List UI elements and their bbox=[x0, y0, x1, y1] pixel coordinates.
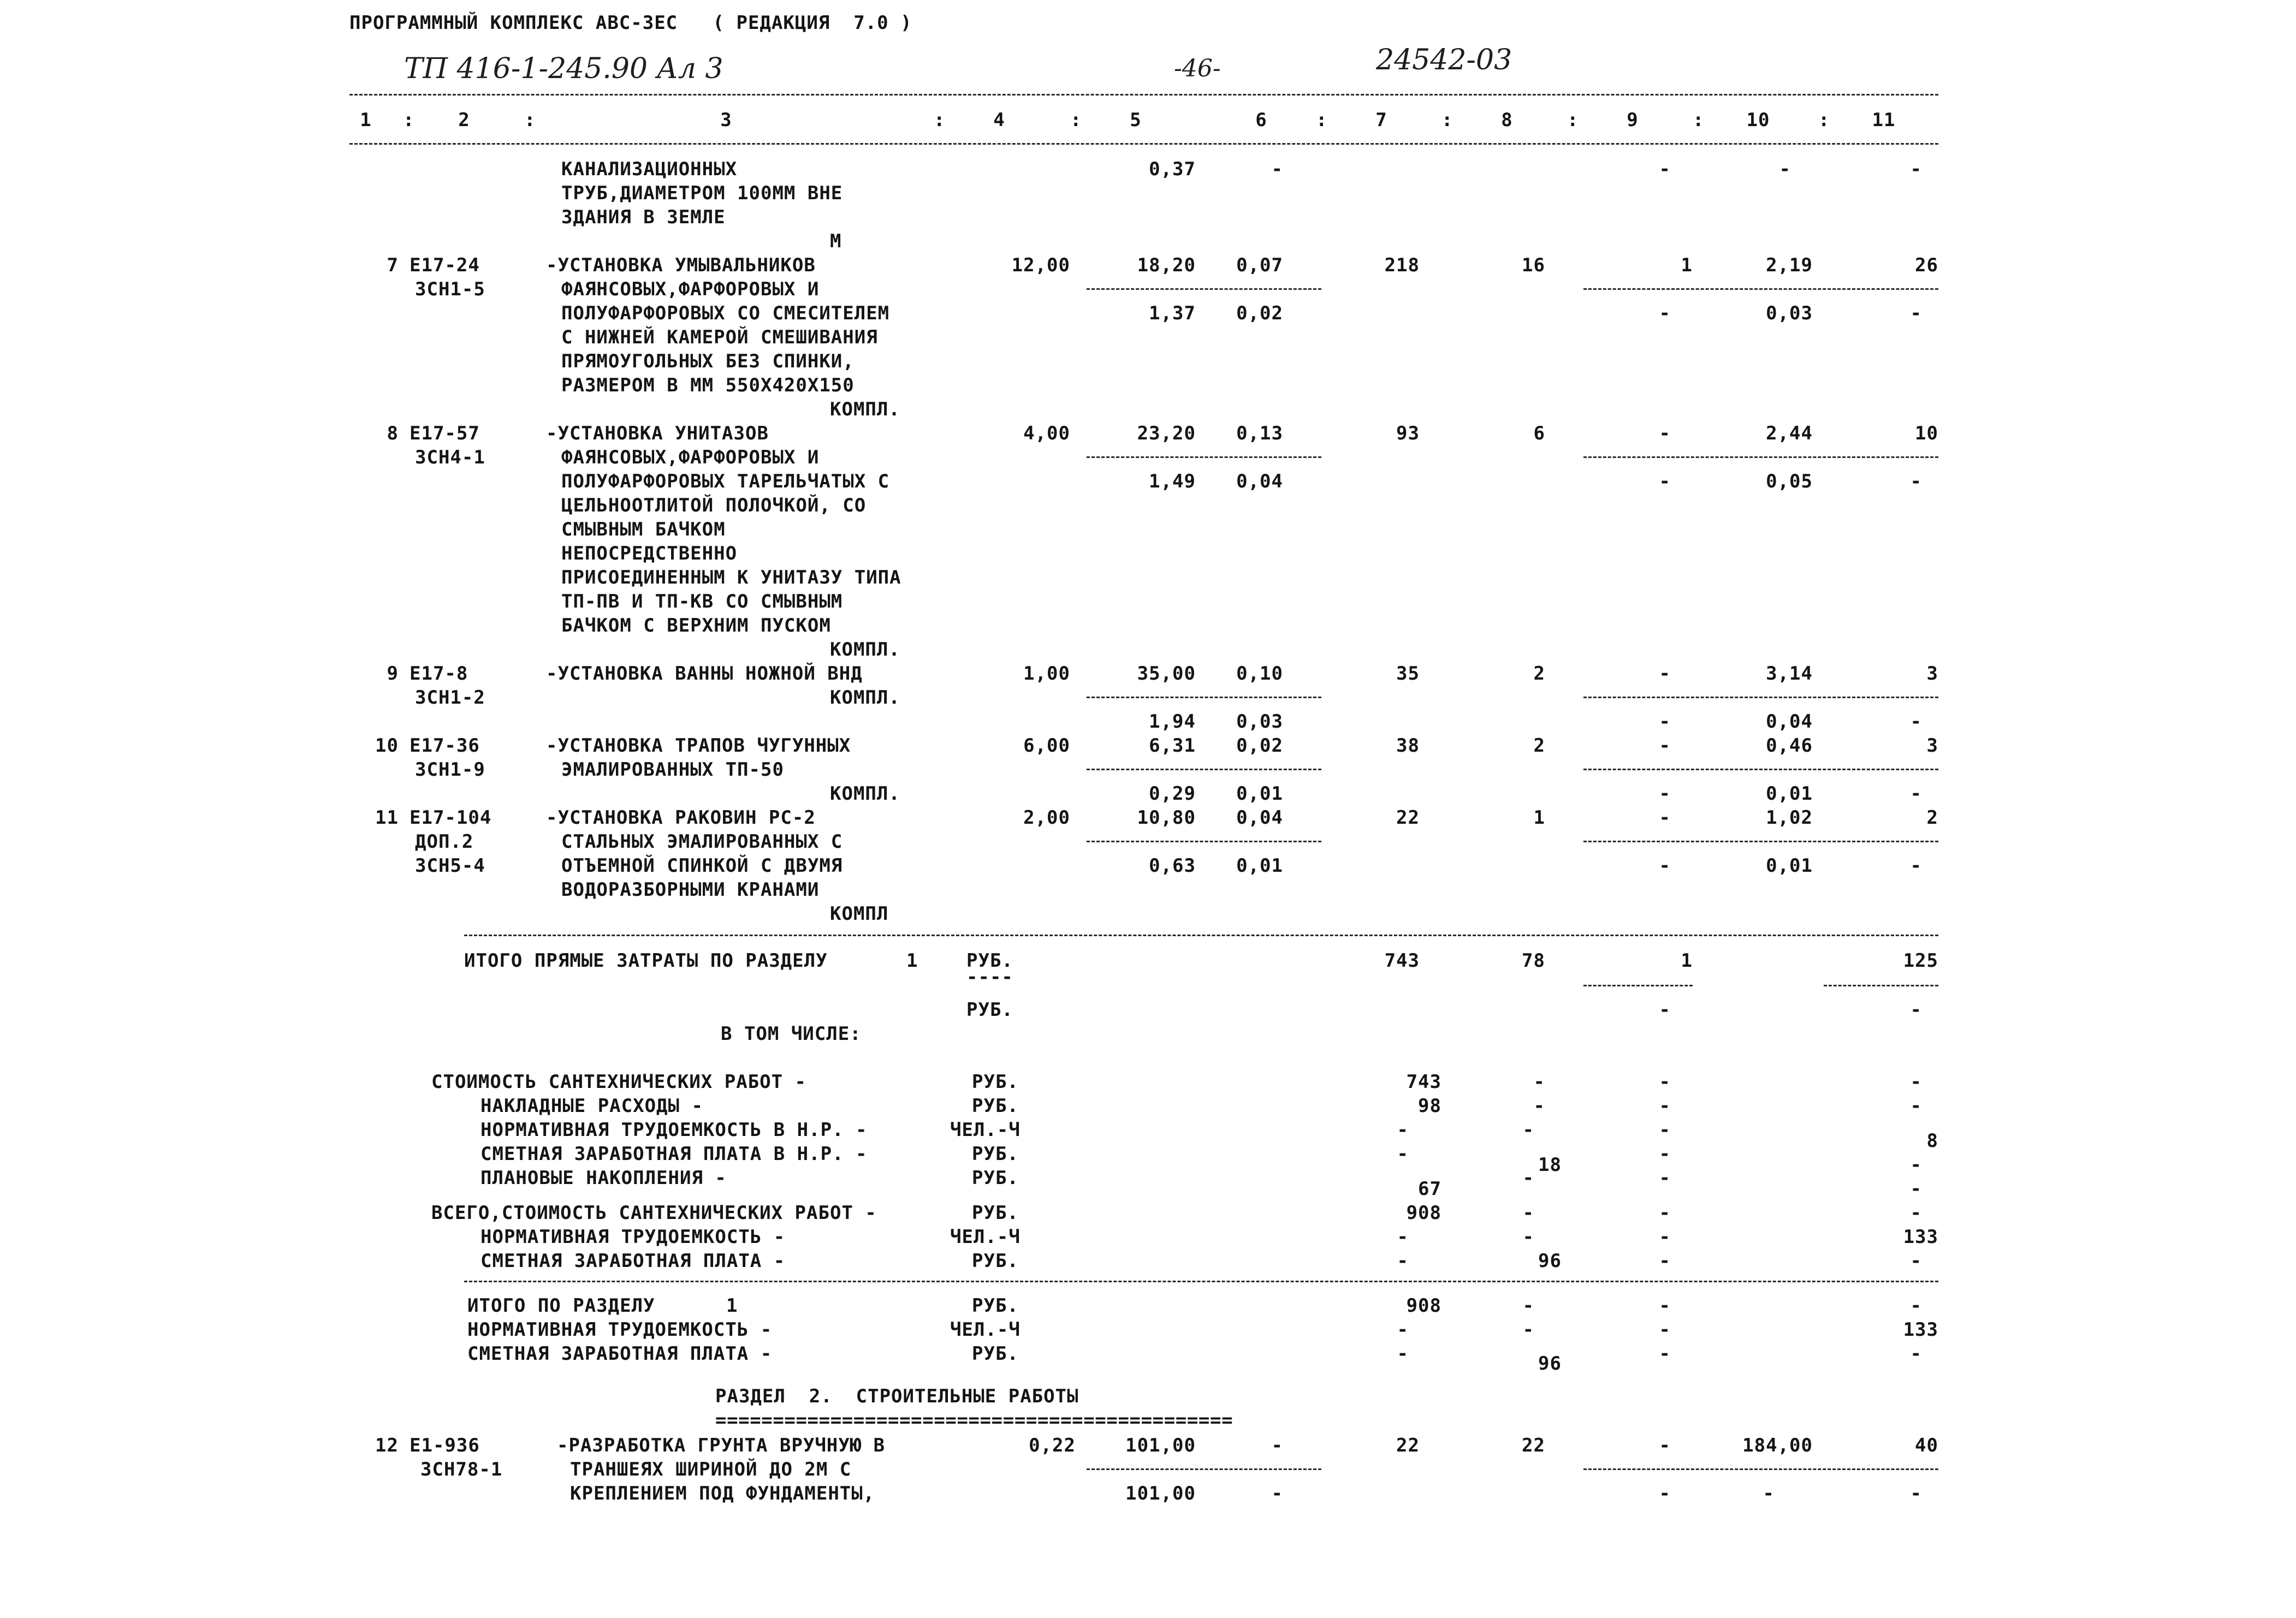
breakdown-unit: РУБ. bbox=[972, 1143, 1019, 1165]
cell-c5b: 1,37 bbox=[1149, 302, 1196, 324]
breakdown-label: СТОИМОСТЬ САНТЕХНИЧЕСКИХ РАБОТ - bbox=[431, 1071, 807, 1093]
cell-c9: - bbox=[1659, 807, 1671, 829]
cell-c8: 96 bbox=[1538, 1250, 1562, 1272]
item-name-line: СТАЛЬНЫХ ЭМАЛИРОВАННЫХ С bbox=[561, 831, 843, 853]
cell-c8: - bbox=[1522, 1295, 1534, 1317]
column-header-9: 9 bbox=[1627, 109, 1639, 131]
cell-c10b: 0,01 bbox=[1766, 783, 1813, 805]
cell-c7: 743 bbox=[1384, 950, 1420, 972]
row-code-secondary: ЗСН1-2 bbox=[415, 687, 485, 709]
cell-c9b: - bbox=[1659, 302, 1671, 324]
column-header-2: 2 bbox=[458, 109, 470, 131]
cell-c8: 78 bbox=[1522, 950, 1545, 972]
column-header-5: 5 bbox=[1130, 109, 1142, 131]
cell-c8: - bbox=[1522, 1119, 1534, 1141]
cell-c8: - bbox=[1522, 1226, 1534, 1248]
item-name-line: БАЧКОМ С ВЕРХНИМ ПУСКОМ bbox=[561, 615, 831, 637]
cell-c11: - bbox=[1910, 1343, 1922, 1365]
row-code-tertiary: ЗСН5-4 bbox=[415, 855, 485, 877]
row-subrule bbox=[1583, 985, 1693, 986]
cell-c8: 6 bbox=[1533, 423, 1545, 444]
cell-c11: 3 bbox=[1926, 663, 1938, 685]
item-name-line: ФАЯНСОВЫХ,ФАРФОРОВЫХ И bbox=[561, 447, 820, 468]
top-rule bbox=[349, 94, 1938, 96]
cell-c11: - bbox=[1910, 1178, 1922, 1200]
item-unit: КОМПЛ. bbox=[830, 398, 900, 420]
cell-c9: 1 bbox=[1681, 950, 1693, 972]
cell-c8: 2 bbox=[1533, 663, 1545, 685]
item-name-line: ЭМАЛИРОВАННЫХ ТП-50 bbox=[561, 759, 784, 781]
item-name-line: ТП-ПВ И ТП-КВ СО СМЫВНЫМ bbox=[561, 591, 843, 612]
breakdown-unit: РУБ. bbox=[972, 1071, 1019, 1093]
cell-c9: - bbox=[1659, 1343, 1671, 1365]
cell-c7: 22 bbox=[1396, 1435, 1420, 1456]
program-header: ПРОГРАММНЫЙ КОМПЛЕКС АВС-ЗЕС ( РЕДАКЦИЯ 7.0 ) bbox=[349, 12, 912, 34]
breakdown-label: ВСЕГО,СТОИМОСТЬ САНТЕХНИЧЕСКИХ РАБОТ - bbox=[431, 1202, 877, 1224]
cell-c5b: 101,00 bbox=[1125, 1483, 1196, 1504]
cell-c5b: 0,63 bbox=[1149, 855, 1196, 877]
cell-c5b: 0,29 bbox=[1149, 783, 1196, 805]
cell-c11: 133 bbox=[1903, 1319, 1938, 1341]
item-name-line: -УСТАНОВКА УНИТАЗОВ bbox=[546, 423, 769, 444]
cell-c8: 16 bbox=[1522, 254, 1545, 276]
cell-c9: - bbox=[1659, 1095, 1671, 1117]
cell-c9b: - bbox=[1659, 711, 1671, 733]
column-header-7: 7 bbox=[1375, 109, 1387, 131]
row-subrule bbox=[1087, 456, 1321, 458]
cell-c10b: 0,03 bbox=[1766, 302, 1813, 324]
item-name-line: ЗДАНИЯ В ЗЕМЛЕ bbox=[561, 206, 726, 228]
cell-c11b: - bbox=[1910, 471, 1922, 492]
row-code: Е17-104 bbox=[410, 807, 492, 829]
item-name-line: -РАЗРАБОТКА ГРУНТА ВРУЧНУЮ В bbox=[557, 1435, 886, 1456]
breakdown-unit: РУБ. bbox=[972, 1095, 1019, 1117]
cell-qty: 2,00 bbox=[1023, 807, 1070, 829]
row-subrule bbox=[1087, 1468, 1321, 1470]
cell-c6: 0,02 bbox=[1236, 735, 1283, 757]
cell-c7: - bbox=[1397, 1143, 1409, 1165]
item-name-line: -УСТАНОВКА РАКОВИН РС-2 bbox=[546, 807, 816, 829]
cell-c9: - bbox=[1659, 1250, 1671, 1272]
column-separator: : bbox=[1693, 109, 1705, 131]
cell-c11: 8 bbox=[1926, 1130, 1938, 1152]
breakdown-label: ПЛАНОВЫЕ НАКОПЛЕНИЯ - bbox=[480, 1167, 727, 1189]
item-name-line: КРЕПЛЕНИЕМ ПОД ФУНДАМЕНТЫ, bbox=[570, 1483, 875, 1504]
cell-c9b: - bbox=[1659, 1483, 1671, 1504]
section-rule bbox=[464, 1281, 1938, 1282]
item-unit: М bbox=[830, 230, 842, 252]
section-total-number: 1 bbox=[906, 950, 918, 972]
item-unit: КОМПЛ bbox=[830, 903, 889, 925]
row-subrule bbox=[1583, 697, 1938, 698]
cell-c11b: - bbox=[1910, 302, 1922, 324]
row-number: 9 bbox=[387, 663, 399, 685]
doc-code: ТП 416-1-245.90 Ал 3 bbox=[404, 52, 723, 85]
row-code: Е17-8 bbox=[410, 663, 468, 685]
cell-c7: 908 bbox=[1406, 1295, 1441, 1317]
cell-c6b: 0,03 bbox=[1236, 711, 1283, 733]
cell-c10: 1,02 bbox=[1766, 807, 1813, 829]
row-number: 12 bbox=[375, 1435, 399, 1456]
item-name-line: ПОЛУФАРФОРОВЫХ СО СМЕСИТЕЛЕМ bbox=[561, 302, 890, 324]
cell-c11: 3 bbox=[1926, 735, 1938, 757]
column-separator: : bbox=[1441, 109, 1453, 131]
cell-c5b: 1,49 bbox=[1149, 471, 1196, 492]
cell-c9: - bbox=[1659, 1143, 1671, 1165]
item-name-line: -УСТАНОВКА ТРАПОВ ЧУГУННЫХ bbox=[546, 735, 851, 757]
item-name-line: РАЗМЕРОМ В ММ 550Х420Х150 bbox=[561, 374, 855, 396]
cell-c5b: 0,37 bbox=[1149, 158, 1196, 180]
cell-c6: 0,10 bbox=[1236, 663, 1283, 685]
cell-c10: 2,19 bbox=[1766, 254, 1813, 276]
cell-c6: 0,07 bbox=[1236, 254, 1283, 276]
breakdown-unit: РУБ. bbox=[972, 1202, 1019, 1224]
breakdown-unit: ЧЕЛ.-Ч bbox=[950, 1226, 1021, 1248]
cell-c10: 0,46 bbox=[1766, 735, 1813, 757]
cell-c9: 1 bbox=[1681, 254, 1693, 276]
cell-c9: - bbox=[1659, 1226, 1671, 1248]
cell-c7: 22 bbox=[1396, 807, 1420, 829]
cell-qty: 6,00 bbox=[1023, 735, 1070, 757]
cell-c9: - bbox=[1659, 1295, 1671, 1317]
cell-c11b: - bbox=[1910, 711, 1922, 733]
cell-c6: 0,04 bbox=[1236, 807, 1283, 829]
cell-c7: 67 bbox=[1418, 1178, 1441, 1200]
column-header-8: 8 bbox=[1501, 109, 1513, 131]
cell-c8: 96 bbox=[1538, 1353, 1562, 1375]
cell-c6: 0,13 bbox=[1236, 423, 1283, 444]
cell-c11b: - bbox=[1910, 158, 1922, 180]
cell-c9: - bbox=[1659, 1202, 1671, 1224]
section-total-unit: РУБ. bbox=[966, 999, 1013, 1021]
column-separator: : bbox=[934, 109, 946, 131]
section-total-unit: РУБ. bbox=[966, 950, 1013, 972]
cell-qty: 12,00 bbox=[1011, 254, 1070, 276]
section-result-unit: РУБ. bbox=[972, 1295, 1019, 1317]
row-number: 11 bbox=[375, 807, 399, 829]
section-total-label: ИТОГО ПРЯМЫЕ ЗАТРАТЫ ПО РАЗДЕЛУ bbox=[464, 950, 828, 972]
cell-c9b: - bbox=[1659, 158, 1671, 180]
cell-c11: 2 bbox=[1926, 807, 1938, 829]
item-name-line: СМЫВНЫМ БАЧКОМ bbox=[561, 519, 726, 540]
cell-c7: 98 bbox=[1418, 1095, 1441, 1117]
cell-c6: - bbox=[1271, 1435, 1283, 1456]
section-result-label: СМЕТНАЯ ЗАРАБОТНАЯ ПЛАТА - bbox=[467, 1343, 773, 1365]
cell-c7: - bbox=[1397, 1119, 1409, 1141]
cell-c8: 18 bbox=[1538, 1154, 1562, 1176]
cell-c8: 2 bbox=[1533, 735, 1545, 757]
cell-c6b: - bbox=[1271, 1483, 1283, 1504]
section-rule bbox=[464, 935, 1938, 936]
row-subrule bbox=[1087, 769, 1321, 770]
cell-c5: 18,20 bbox=[1137, 254, 1196, 276]
row-code-secondary: ЗСН4-1 bbox=[415, 447, 485, 468]
cell-c6b: 0,04 bbox=[1236, 471, 1283, 492]
cell-c7: 35 bbox=[1396, 663, 1420, 685]
cell-c9b: - bbox=[1659, 855, 1671, 877]
cell-c10: 2,44 bbox=[1766, 423, 1813, 444]
row-code: Е17-36 bbox=[410, 735, 480, 757]
cell-c7: - bbox=[1397, 1319, 1409, 1341]
cell-c9: - bbox=[1659, 663, 1671, 685]
cell-c11b: - bbox=[1910, 855, 1922, 877]
item-name-line: С НИЖНЕЙ КАМЕРОЙ СМЕШИВАНИЯ bbox=[561, 326, 878, 348]
cell-qty: 0,22 bbox=[1029, 1435, 1076, 1456]
row-subrule bbox=[1583, 456, 1938, 458]
row-subrule bbox=[1583, 1468, 1938, 1470]
item-name-line: ПРИСОЕДИНЕННЫМ К УНИТАЗУ ТИПА bbox=[561, 567, 901, 588]
row-code-secondary: ЗСН78-1 bbox=[420, 1459, 503, 1480]
cell-c11b: - bbox=[1910, 999, 1922, 1021]
cell-c9: - bbox=[1659, 423, 1671, 444]
item-name-line: НЕПОСРЕДСТВЕННО bbox=[561, 543, 738, 564]
cell-c7: - bbox=[1397, 1250, 1409, 1272]
cell-c5: 101,00 bbox=[1125, 1435, 1196, 1456]
row-subrule bbox=[1824, 985, 1938, 986]
breakdown-label: НАКЛАДНЫЕ РАСХОДЫ - bbox=[480, 1095, 703, 1117]
item-name-line: ОТЪЕМНОЙ СПИНКОЙ С ДВУМЯ bbox=[561, 855, 843, 877]
item-name-line: ПРЯМОУГОЛЬНЫХ БЕЗ СПИНКИ, bbox=[561, 350, 855, 372]
item-name-line: ВОДОРАЗБОРНЫМИ КРАНАМИ bbox=[561, 879, 820, 901]
item-name-line: ПОЛУФАРФОРОВЫХ ТАРЕЛЬЧАТЫХ С bbox=[561, 471, 890, 492]
breakdown-label: НОРМАТИВНАЯ ТРУДОЕМКОСТЬ В Н.Р. - bbox=[480, 1119, 868, 1141]
cell-c10b: - bbox=[1779, 158, 1791, 180]
cell-c7: 218 bbox=[1384, 254, 1420, 276]
row-code-secondary: ЗСН1-5 bbox=[415, 278, 485, 300]
cell-c8: 22 bbox=[1522, 1435, 1545, 1456]
breakdown-label: СМЕТНАЯ ЗАРАБОТНАЯ ПЛАТА - bbox=[480, 1250, 786, 1272]
row-subrule bbox=[1087, 288, 1321, 290]
breakdown-label: НОРМАТИВНАЯ ТРУДОЕМКОСТЬ - bbox=[480, 1226, 786, 1248]
page-number: -46- bbox=[1174, 55, 1221, 82]
item-name-line: ТРУБ,ДИАМЕТРОМ 100ММ ВНЕ bbox=[561, 182, 843, 204]
row-code-secondary: ЗСН1-9 bbox=[415, 759, 485, 781]
cell-c7: 38 bbox=[1396, 735, 1420, 757]
row-code: Е17-24 bbox=[410, 254, 480, 276]
cell-c9: - bbox=[1659, 1071, 1671, 1093]
cell-c10b: - bbox=[1763, 1483, 1775, 1504]
cell-qty: 4,00 bbox=[1023, 423, 1070, 444]
section-result-label: ИТОГО ПО РАЗДЕЛУ bbox=[467, 1295, 655, 1317]
cell-c8: - bbox=[1533, 1095, 1545, 1117]
cell-c11b: - bbox=[1910, 783, 1922, 805]
row-subrule bbox=[1087, 841, 1321, 842]
cell-c10: 184,00 bbox=[1742, 1435, 1813, 1456]
section-total-unit-dash: ---- bbox=[966, 966, 1013, 988]
cell-c11: 125 bbox=[1903, 950, 1938, 972]
column-separators: : bbox=[403, 109, 415, 131]
item-name-line: ФАЯНСОВЫХ,ФАРФОРОВЫХ И bbox=[561, 278, 820, 300]
cell-c8: - bbox=[1533, 1071, 1545, 1093]
breakdown-unit: РУБ. bbox=[972, 1250, 1019, 1272]
cell-c11: - bbox=[1910, 1202, 1922, 1224]
cell-c10b: 0,01 bbox=[1766, 855, 1813, 877]
item-name-line: ЦЕЛЬНООТЛИТОЙ ПОЛОЧКОЙ, СО bbox=[561, 495, 867, 516]
column-separator: : bbox=[524, 109, 536, 131]
item-name-line: ТРАНШЕЯХ ШИРИНОЙ ДО 2М С bbox=[570, 1459, 852, 1480]
cell-c9b: - bbox=[1659, 471, 1671, 492]
column-header-10: 10 bbox=[1746, 109, 1770, 131]
section-result-unit: ЧЕЛ.-Ч bbox=[950, 1319, 1021, 1341]
section-2-underline: ============================================= bbox=[715, 1409, 1233, 1431]
cell-c7: - bbox=[1397, 1343, 1409, 1365]
cell-c10b: 0,05 bbox=[1766, 471, 1813, 492]
cell-c9b: - bbox=[1659, 783, 1671, 805]
cell-c5: 10,80 bbox=[1137, 807, 1196, 829]
column-header-1: 1 bbox=[360, 109, 372, 131]
header-rule bbox=[349, 143, 1938, 145]
cell-c5: 23,20 bbox=[1137, 423, 1196, 444]
cell-c11: 133 bbox=[1903, 1226, 1938, 1248]
cell-c9: - bbox=[1659, 735, 1671, 757]
cell-c11: 40 bbox=[1915, 1435, 1938, 1456]
section-2-title: РАЗДЕЛ 2. СТРОИТЕЛЬНЫЕ РАБОТЫ bbox=[715, 1385, 1079, 1407]
row-code-secondary: ДОП.2 bbox=[415, 831, 474, 853]
cell-c9: - bbox=[1659, 1319, 1671, 1341]
cell-c10: 3,14 bbox=[1766, 663, 1813, 685]
cell-c11: - bbox=[1910, 1154, 1922, 1176]
cell-c9: - bbox=[1659, 1119, 1671, 1141]
item-unit: КОМПЛ. bbox=[830, 783, 900, 805]
row-number: 10 bbox=[375, 735, 399, 757]
column-separator: : bbox=[1316, 109, 1328, 131]
cell-c5b: 1,94 bbox=[1149, 711, 1196, 733]
cell-c11: - bbox=[1910, 1071, 1922, 1093]
cell-c10b: 0,04 bbox=[1766, 711, 1813, 733]
row-number: 7 bbox=[387, 254, 399, 276]
breakdown-label: СМЕТНАЯ ЗАРАБОТНАЯ ПЛАТА В Н.Р. - bbox=[480, 1143, 868, 1165]
section-result-unit: РУБ. bbox=[972, 1343, 1019, 1365]
cell-c11: 10 bbox=[1915, 423, 1938, 444]
cell-qty: 1,00 bbox=[1023, 663, 1070, 685]
cell-c5: 35,00 bbox=[1137, 663, 1196, 685]
section-result-number: 1 bbox=[726, 1295, 738, 1317]
item-unit: КОМПЛ. bbox=[830, 687, 900, 709]
cell-c8: - bbox=[1522, 1202, 1534, 1224]
in-total-heading: В ТОМ ЧИСЛЕ: bbox=[721, 1023, 862, 1045]
cell-c7: 908 bbox=[1406, 1202, 1441, 1224]
cell-c11b: - bbox=[1910, 1483, 1922, 1504]
cell-c8: 1 bbox=[1533, 807, 1545, 829]
row-number: 8 bbox=[387, 423, 399, 444]
item-name-line: -УСТАНОВКА УМЫВАЛЬНИКОВ bbox=[546, 254, 816, 276]
column-separator: : bbox=[1818, 109, 1830, 131]
cell-c11: - bbox=[1910, 1295, 1922, 1317]
column-separator: : bbox=[1567, 109, 1579, 131]
breakdown-unit: ЧЕЛ.-Ч bbox=[950, 1119, 1021, 1141]
column-header-3: 3 bbox=[720, 109, 732, 131]
cell-c8: - bbox=[1522, 1319, 1534, 1341]
row-subrule bbox=[1583, 288, 1938, 290]
cell-c7: - bbox=[1397, 1226, 1409, 1248]
section-result-label: НОРМАТИВНАЯ ТРУДОЕМКОСТЬ - bbox=[467, 1319, 773, 1341]
item-name-line: -УСТАНОВКА ВАННЫ НОЖНОЙ ВНД bbox=[546, 663, 863, 685]
cell-c6b: 0,01 bbox=[1236, 855, 1283, 877]
cell-c6b: 0,02 bbox=[1236, 302, 1283, 324]
cell-c6b: 0,01 bbox=[1236, 783, 1283, 805]
item-unit: КОМПЛ. bbox=[830, 639, 900, 661]
cell-c11: - bbox=[1910, 1095, 1922, 1117]
item-name-line: КАНАЛИЗАЦИОННЫХ bbox=[561, 158, 738, 180]
row-subrule bbox=[1583, 769, 1938, 770]
row-subrule bbox=[1583, 841, 1938, 842]
row-code: Е1-936 bbox=[410, 1435, 480, 1456]
column-header-6: 6 bbox=[1255, 109, 1267, 131]
archive-number: 24542-03 bbox=[1376, 44, 1512, 76]
column-header-4: 4 bbox=[993, 109, 1005, 131]
cell-c11: 26 bbox=[1915, 254, 1938, 276]
cell-c7: 743 bbox=[1406, 1071, 1441, 1093]
cell-c5: 6,31 bbox=[1149, 735, 1196, 757]
cell-c11: - bbox=[1910, 1250, 1922, 1272]
cell-c7: 93 bbox=[1396, 423, 1420, 444]
cell-c9b: - bbox=[1659, 999, 1671, 1021]
column-separator: : bbox=[1070, 109, 1082, 131]
breakdown-unit: РУБ. bbox=[972, 1167, 1019, 1189]
cell-c8: - bbox=[1522, 1167, 1534, 1189]
row-subrule bbox=[1087, 697, 1321, 698]
row-code: Е17-57 bbox=[410, 423, 480, 444]
cell-c9: - bbox=[1659, 1435, 1671, 1456]
cell-c9: - bbox=[1659, 1167, 1671, 1189]
cell-c6b: - bbox=[1271, 158, 1283, 180]
column-header-11: 11 bbox=[1872, 109, 1896, 131]
